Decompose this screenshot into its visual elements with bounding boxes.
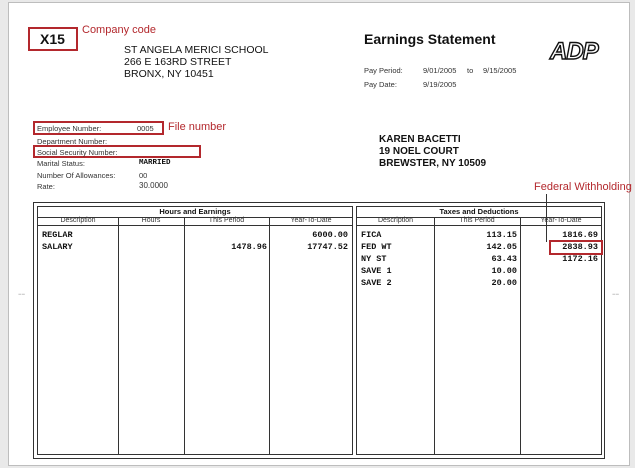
pay-period-start: 9/01/2005	[423, 66, 457, 75]
hours-earnings-panel	[37, 206, 353, 455]
adp-logo: ADP	[550, 38, 598, 65]
table-row-this-period: 10.00	[491, 266, 517, 276]
table-row-this-period: 113.15	[486, 230, 517, 240]
pay-date: 9/19/2005	[423, 80, 457, 89]
employee-number: 0005	[137, 124, 154, 133]
rate-label: Rate:	[37, 182, 55, 191]
earnings-col-ytd: Year-To-Date	[290, 217, 332, 224]
table-row-this-period: 142.05	[486, 242, 517, 252]
employee-number-label: Employee Number:	[37, 124, 102, 133]
company-name: ST ANGELA MERICI SCHOOL	[124, 44, 269, 56]
table-row-desc: FED WT	[361, 242, 392, 252]
table-row-ytd: 1816.69	[562, 230, 598, 240]
federal-withholding-box	[549, 240, 603, 255]
marital-status-label: Marital Status:	[37, 159, 85, 168]
statement-title: Earnings Statement	[364, 31, 496, 47]
employee-address-line2: BREWSTER, NY 10509	[379, 158, 487, 169]
allowances: 00	[139, 171, 148, 180]
right-margin-mark: −−	[612, 292, 620, 298]
company-code-callout: Company code	[82, 24, 156, 36]
taxes-col-ytd: Year-To-Date	[540, 217, 582, 224]
table-row-desc: REGLAR	[42, 230, 73, 240]
table-row-desc: SAVE 2	[361, 278, 392, 288]
pay-period-to: to	[467, 66, 474, 75]
table-row-this-period: 20.00	[491, 278, 517, 288]
table-row-ytd: 2838.93	[562, 242, 598, 252]
department-number-label: Department Number:	[37, 137, 108, 146]
table-row-desc: SAVE 1	[361, 266, 392, 276]
company-address-line2: BRONX, NY 10451	[124, 68, 214, 80]
employee-address-line1: 19 NOEL COURT	[379, 146, 459, 157]
employee-name: KAREN BACETTI	[379, 134, 461, 145]
taxes-deductions-title: Taxes and Deductions	[357, 207, 601, 218]
taxes-col-this-period: This Period	[459, 217, 495, 224]
table-row-desc: FICA	[361, 230, 382, 240]
allowances-label: Number Of Allowances:	[37, 171, 116, 180]
left-margin-mark: −−	[18, 292, 26, 298]
pay-date-label: Pay Date:	[364, 80, 397, 89]
company-address-line1: 266 E 163RD STREET	[124, 56, 232, 68]
rate: 30.0000	[139, 181, 168, 190]
pay-period-end: 9/15/2005	[483, 66, 517, 75]
table-row-desc: SALARY	[42, 242, 73, 252]
table-row-ytd: 1172.16	[562, 254, 598, 264]
table-row-this-period: 63.43	[491, 254, 517, 264]
pay-period-label: Pay Period:	[364, 66, 403, 75]
marital-status: MARRIED	[139, 159, 171, 167]
company-code: X15	[40, 31, 65, 47]
hours-earnings-title: Hours and Earnings	[38, 207, 352, 218]
federal-withholding-callout: Federal Withholding	[534, 181, 632, 193]
taxes-col-description: Description	[377, 217, 413, 224]
earnings-col-hours: Hours	[141, 217, 161, 224]
ssn-label: Social Security Number:	[37, 148, 118, 157]
table-row-desc: NY ST	[361, 254, 387, 264]
table-row-this-period: 1478.96	[231, 242, 267, 252]
table-row-ytd: 17747.52	[307, 242, 348, 252]
table-row-ytd: 6000.00	[312, 230, 348, 240]
earnings-col-description: Description	[60, 217, 96, 224]
earnings-col-this-period: This Period	[208, 217, 245, 224]
file-number-callout: File number	[168, 121, 227, 133]
